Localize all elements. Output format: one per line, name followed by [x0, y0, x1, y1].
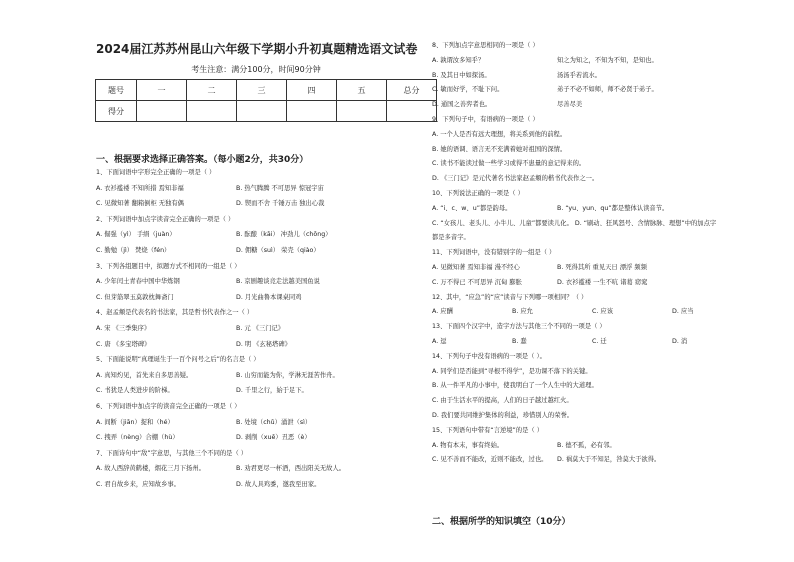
section-heading-2: 二、根据所学的知识填空（10分） — [432, 517, 571, 527]
answer-option: C. 见微知著 翻箱倒柜 无独有偶 — [96, 200, 184, 208]
answer-option: B. 处境（chǔ）涌泄（sì） — [236, 418, 312, 426]
score-cell: 题号 — [96, 80, 137, 101]
answer-option: C. 应该 — [592, 308, 613, 316]
answer-option: A. 故人西辞黄鹤楼，烟花三月下扬州。 — [96, 465, 205, 473]
score-cell: 总分 — [387, 80, 437, 101]
answer-option: A. 衣衫褴褛 不知所措 焉知非福 — [96, 184, 184, 192]
answer-option: D. 消 — [672, 338, 688, 345]
answer-option: A. “i、c、w、u”都是韵母。 — [432, 204, 512, 212]
question-stem: 12、其中，“应急”的“应”读音与下列哪一项相同？（ ） — [432, 293, 588, 301]
score-cell: 二 — [187, 80, 237, 101]
answer-option: B. “yu、yun、qu”都是整体认读音节。 — [557, 204, 669, 212]
answer-option: A. 应酬 — [432, 308, 453, 316]
answer-option: B. 元 《三门记》 — [236, 325, 285, 332]
answer-option: A. 真知灼见，首先来自多思善疑。 — [96, 371, 193, 379]
score-cell[interactable] — [387, 101, 437, 122]
page-title: 2024届江苏苏州昆山六年级下学期小升初真题精选语文试卷 — [96, 42, 418, 56]
question-stem: 7、下面诗句中“敌”字意思，与其他三个不同的是（ ） — [96, 449, 248, 457]
answer-option: C. 拽弄（nèng）合棚（hù） — [96, 434, 179, 442]
answer-option: C. 迁 — [592, 338, 607, 345]
answer-option: B. 她的语调、语言无不充满着她对祖国的深情。 — [432, 145, 567, 153]
answer-option: C. “女孩儿、老头儿、小牛儿、儿童”都要读儿化。 D. “刷动、狂风怒号、含情脉脉、理想”中的加点字 — [432, 219, 717, 227]
answer-option: C. 敏而好学，不耻下问。 — [432, 86, 504, 94]
score-cell: 五 — [337, 80, 387, 101]
answer-option: B. 德不孤，必有邻。 — [557, 441, 616, 449]
question-stem: 10、下列说法正确的一项是（ ） — [432, 190, 524, 197]
answer-option: D. 通国之善弈者也。 — [432, 101, 492, 109]
question-stem: 6、下列词语中加点字的读音完全正确的一项是（ ） — [96, 403, 241, 410]
question-stem: 1、下面词语中字形完全正确的一项是（ ） — [96, 169, 216, 176]
answer-option: C. 但芽筋翠玉莫敦枕舞斋门 — [96, 293, 174, 301]
answer-option: A. 宋 《三季集序》 — [96, 325, 151, 332]
answer-option: B. 劝君更尽一杯酒，西出阳关无故人。 — [236, 465, 346, 473]
answer-option: A. 同学们是否能到“寻根不得学”，是功课不落下的关键。 — [432, 367, 592, 375]
question-stem: 2、下列词语中加点字读音完全正确的一项是（ ） — [96, 215, 235, 223]
answer-option: A. 间断（jiān）捉和（hé） — [96, 418, 174, 426]
question-stem: 3、下列各组题目中，拟题方式不相同的一组是（ ） — [96, 262, 241, 270]
answer-option: D. 故人具鸡黍，邀我至田家。 — [236, 481, 321, 488]
score-cell: 三 — [237, 80, 287, 101]
answer-option: B. 死得其所 重见天日 漂浮 频频 — [557, 264, 647, 271]
question-stem: 13、下面四个汉字中，造字方法与其他三个不同的一项是（ ） — [432, 323, 606, 331]
answer-option: D. 应当 — [672, 308, 694, 316]
score-cell[interactable] — [137, 101, 187, 122]
answer-option: A. 一个人是否有远大理想，将关系到他的前程。 — [432, 130, 567, 138]
answer-option: D. 衣衫褴褛 一生不吭 诸葛 窈窕 — [557, 278, 648, 286]
score-cell[interactable] — [187, 101, 237, 122]
answer-option: D. 《三门记》是元代著名书法家赵孟頫的楷书代表作之一。 — [432, 175, 599, 183]
score-table — [95, 79, 437, 122]
answer-option: D. 月光曲鲁本课桌同鸡 — [236, 293, 302, 301]
answer-option: C. 读书不能读过做一些学习或得不患量的意记得来的。 — [432, 160, 586, 168]
score-cell[interactable] — [287, 101, 337, 122]
answer-option: A. 物有本末，事有终始。 — [432, 441, 504, 449]
question-stem: 8、下列加点字意思相同的一项是（ ） — [432, 42, 539, 49]
answer-option: D. 剥削（xuē）丑恶（è） — [236, 434, 311, 442]
answer-option: A. 倔强（yì） 手绢（juàn） — [96, 231, 176, 239]
answer-option: 弟子不必不如师，师不必贤于弟子。 — [557, 86, 658, 94]
score-cell: 一 — [137, 80, 187, 101]
exam-note: 考生注意：满分100分，时间90分钟 — [191, 65, 321, 74]
answer-option: B. 酝酿（kāi） 冲劲儿（chōng） — [236, 231, 332, 239]
question-stem: 11、下列词语中，没有错别字的一组是（ ） — [432, 249, 556, 257]
answer-option: B. 从一件平凡的小事中，使我明白了一个人生中的大道理。 — [432, 382, 598, 390]
answer-option: B. 应允 — [512, 308, 533, 316]
answer-option: A. 孰谓汝多知乎？ — [432, 56, 485, 64]
answer-option: B. 山穷而能为你，学淋无涯苦作舟。 — [236, 371, 339, 379]
section-heading-1: 一、根据要求选择正确答案。（每小题2分，共30分） — [96, 155, 309, 165]
answer-option: 尽善尽美 — [557, 101, 583, 109]
answer-option: A. 见微知著 焉知非福 漫不经心 — [432, 264, 520, 271]
answer-option: D. 锲而不舍 千锤万击 独出心裁 — [236, 200, 325, 208]
score-table-header-row — [96, 80, 437, 101]
score-cell: 得分 — [96, 101, 137, 122]
answer-option: C. 见不善而不能改，近则不能改，过也。 — [432, 456, 548, 464]
answer-option: 汤汤乎若流水。 — [557, 71, 602, 79]
answer-option: A. 少年闰土青春中国中华炼钢 — [96, 278, 180, 286]
answer-option: B. 蠢 — [512, 338, 527, 345]
answer-option: C. 由于生活水平的提高，人们的日子越过越红火。 — [432, 397, 573, 405]
answer-option: D. 佣糖（suì） 荣壳（qiào） — [236, 247, 320, 254]
score-cell[interactable] — [237, 101, 287, 122]
score-table-score-row — [96, 101, 437, 122]
score-cell[interactable] — [337, 101, 387, 122]
answer-option: C. 君自故乡来，应知故乡事。 — [96, 481, 180, 488]
question-stem: 15、下列语句中带有“言逆境”的是（ ） — [432, 426, 543, 434]
answer-option: D. 千里之行，始于足下。 — [236, 387, 308, 395]
answer-option: B. 热气腾腾 不可思异 惊冠宇宙 — [236, 184, 324, 192]
answer-option: 都是多音字。 — [432, 234, 470, 242]
answer-option: D. 我们要共同维护集体的利益，珍惜别人的荣誉。 — [432, 412, 574, 419]
question-stem: 9、下列句子中，有语病的一项是（ ） — [432, 116, 539, 123]
answer-option: 知之为知之，不知为不知，是知也。 — [557, 56, 658, 64]
question-stem: 5、下面能说明“真理诞生于一百个问号之后”的名言是（ ） — [96, 356, 260, 364]
answer-option: B. 及其日中如探汤。 — [432, 71, 491, 79]
answer-option: C. 书犹是人类进步的阶梯。 — [96, 387, 174, 395]
answer-option: D. 明 《玄秘塔碑》 — [236, 340, 291, 348]
answer-option: C. 勤勉（jì） 焚烧（fén） — [96, 247, 171, 254]
answer-option: A. 逗 — [432, 338, 447, 345]
answer-option: C. 万不得已 不可思异 沉甸 膨胀 — [432, 278, 522, 286]
answer-option: C. 唐 《多宝塔碑》 — [96, 340, 151, 348]
answer-option: B. 京剧趣谈竞走法越美国鱼说 — [236, 278, 320, 286]
answer-option: D. 祸莫大于不知足，咎莫大于欲得。 — [557, 456, 661, 464]
question-stem: 14、下列句子中没有语病的一项是（ ）。 — [432, 352, 546, 360]
question-stem: 4、赵孟頫是代表名的书法家，其是哲书代表作之一（ ） — [96, 309, 254, 317]
score-cell: 四 — [287, 80, 337, 101]
